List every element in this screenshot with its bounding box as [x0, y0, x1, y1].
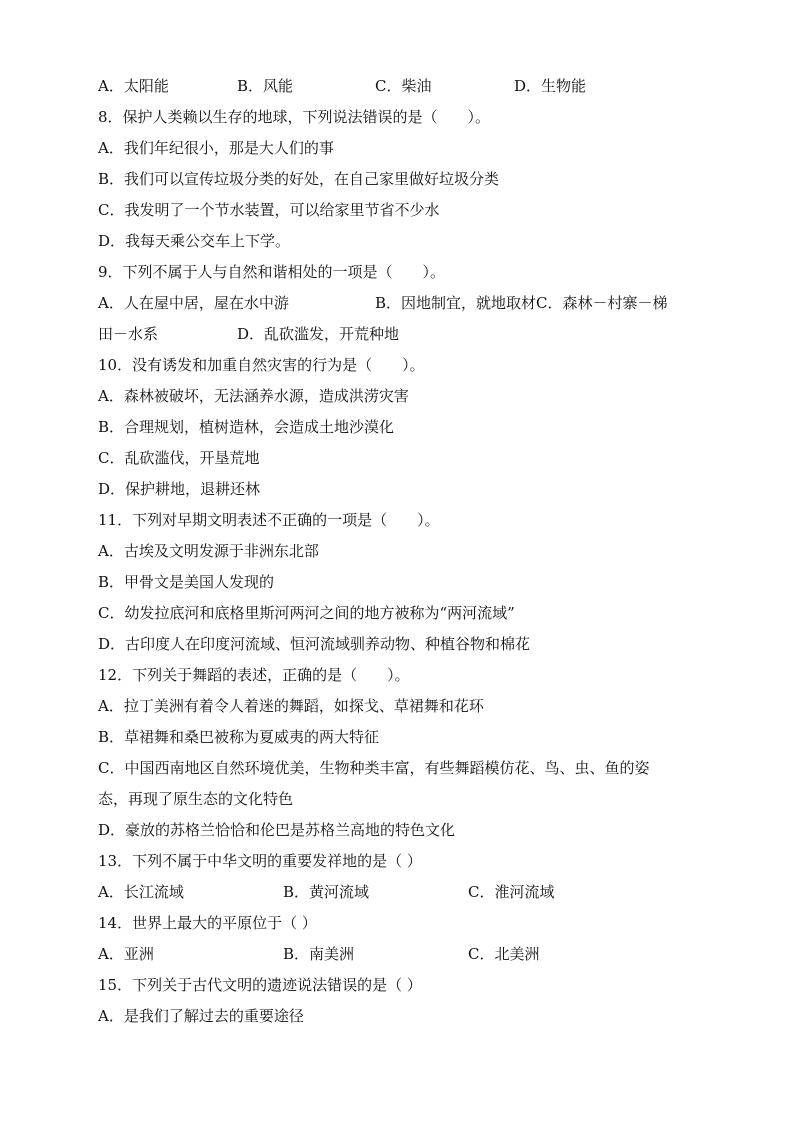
q14-option-c: C．北美洲	[468, 945, 540, 963]
question-11: 11．下列对早期文明表述不正确的一项是（ ）。	[98, 511, 440, 529]
q7-option-b: B．风能	[237, 77, 294, 95]
question-10: 10．没有诱发和加重自然灾害的行为是（ ）。	[98, 356, 425, 374]
question-8: 8．保护人类赖以生存的地球，下列说法错误的是（ ）。	[98, 108, 491, 126]
q8-option-d: D．我每天乘公交车上下学。	[98, 232, 291, 250]
q11-option-d: D．古印度人在印度河流域、恒河流域驯养动物、种植谷物和棉花	[98, 635, 531, 653]
q13-option-c: C．淮河流域	[468, 883, 555, 901]
q9-options-row-2	[98, 319, 698, 350]
q8-option-b: B．我们可以宣传垃圾分类的好处，在自己家里做好垃圾分类	[98, 170, 500, 188]
q12-option-a: A．拉丁美洲有着令人着迷的舞蹈，如探戈、草裙舞和花环	[98, 697, 484, 715]
q13-option-b: B．黄河流域	[283, 883, 370, 901]
q11-option-a: A．古埃及文明发源于非洲东北部	[98, 542, 319, 560]
question-12: 12．下列关于舞蹈的表述，正确的是（ ）。	[98, 666, 410, 684]
q7-option-c: C．柴油	[375, 77, 432, 95]
q14-option-a: A．亚洲	[98, 945, 154, 963]
q13-option-a: A．长江流域	[98, 883, 184, 901]
q8-option-a: A．我们年纪很小，那是大人们的事	[98, 139, 334, 157]
q10-option-b: B．合理规划，植树造林，会造成土地沙漠化	[98, 418, 395, 436]
q7-option-a: A．太阳能	[98, 77, 169, 95]
q7-options-row	[98, 71, 698, 102]
q12-option-b: B．草裙舞和桑巴被称为夏威夷的两大特征	[98, 728, 380, 746]
q13-options-row	[98, 877, 698, 908]
q14-options-row	[98, 939, 698, 970]
q11-option-c: C．幼发拉底河和底格里斯河两河之间的地方被称为“两河流域”	[98, 604, 515, 622]
q9-option-b-c: B．因地制宜，就地取材C．森林－村寨－梯	[375, 294, 668, 312]
question-13: 13．下列不属于中华文明的重要发祥地的是（ ）	[98, 852, 422, 870]
q12-option-d: D．豪放的苏格兰恰恰和伦巴是苏格兰高地的特色文化	[98, 821, 456, 839]
q7-option-d: D．生物能	[514, 77, 587, 95]
q10-option-a: A．森林被破坏，无法涵养水源，造成洪涝灾害	[98, 387, 409, 405]
q9-option-a: A．人在屋中居，屋在水中游	[98, 294, 289, 312]
q12-option-c-line-1: C．中国西南地区自然环境优美，生物种类丰富，有些舞蹈模仿花、鸟、虫、鱼的姿	[98, 759, 650, 777]
q9-options-row-1	[98, 288, 698, 319]
q15-option-a: A．是我们了解过去的重要途径	[98, 1007, 304, 1025]
question-15: 15．下列关于古代文明的遗迹说法错误的是（ ）	[98, 976, 422, 994]
q9-option-d: D．乱砍滥发，开荒种地	[237, 325, 400, 343]
question-14: 14．世界上最大的平原位于（ ）	[98, 914, 317, 932]
question-9: 9．下列不属于人与自然和谐相处的一项是（ ）。	[98, 263, 446, 281]
exam-content	[98, 71, 698, 1032]
q12-option-c-line-2: 态，再现了原生态的文化特色	[98, 790, 294, 808]
q10-option-c: C．乱砍滥伐，开垦荒地	[98, 449, 260, 467]
q14-option-b: B．南美洲	[283, 945, 355, 963]
q9-option-c-continued: 田－水系	[98, 325, 159, 343]
q8-option-c: C．我发明了一个节水装置，可以给家里节省不少水	[98, 201, 440, 219]
q10-option-d: D．保护耕地，退耕还林	[98, 480, 261, 498]
q11-option-b: B．甲骨文是美国人发现的	[98, 573, 275, 591]
